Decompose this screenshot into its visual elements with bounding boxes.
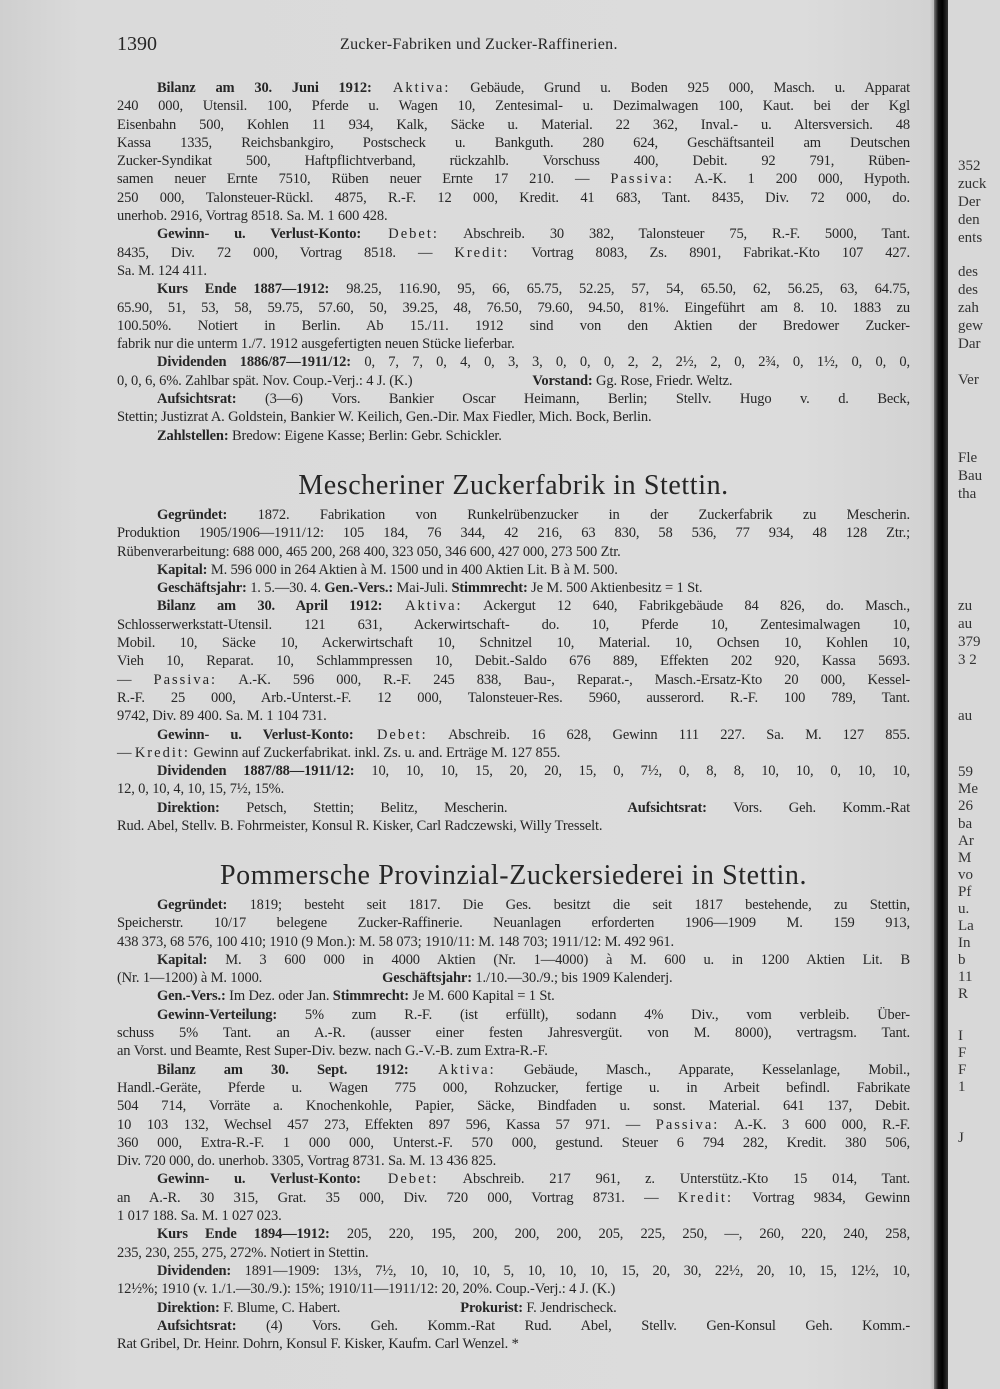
adjacent-page-fragment: Fle [958,450,978,466]
account-side-label: Debet: [360,1171,439,1188]
entry-paragraph [117,1061,910,1171]
field-text: 8435, Div. 72 000, Vortrag 8518. — [117,244,455,261]
adjacent-page-fragment: F [958,1062,967,1078]
adjacent-page-fragment: M [958,850,972,866]
adjacent-page-fragment: au [958,616,973,632]
text-line [117,597,910,615]
field-text: 250 000, Talonsteuer-Rückl. 4875, R.-F. 12 000, Kredit. 41 683, Tant. 8435, Div. 72 000, do. [117,189,910,206]
account-side-label: Kredit: [454,244,510,261]
field-text: Produktion 1905/1906—1911/12: 105 184, 76 344, 42 216, 63 830, 58 536, 77 934, 48 128 Ztr.; [117,525,910,542]
field-text: 438 373, 68 576, 100 410; 1910 (9 Mon.): M. 58 073; 1910/11: M. 148 703; 1911/12: M. 492 961. [117,933,674,950]
adjacent-page-fragment: 3 2 [958,652,977,668]
account-side-label: Kredit: [134,744,190,761]
field-label: Vorstand: [532,372,593,389]
text-line [117,579,910,597]
section-bredower-continuation [117,79,910,445]
field-text: 5% zum R.-F. (ist erfüllt), sodann 4% Div., vom verbleib. Über- [277,1006,910,1023]
text-line [117,896,910,914]
field-label: Kurs Ende 1887—1912: [157,281,330,298]
text-line [117,97,910,115]
entry-paragraph [117,1299,910,1317]
field-label: Bilanz am 30. April 1912: [157,598,383,615]
adjacent-page-fragment: I [958,1028,963,1044]
text-line [117,780,910,798]
adjacent-page-fragment: 379 [958,634,981,650]
field-text: Je M. 500 Aktienbesitz = 1 St. [527,580,703,597]
running-title: Zucker-Fabriken und Zucker-Raffinerien. [340,36,618,53]
field-label: Gen.-Vers.: [157,988,226,1005]
text-line [117,1097,910,1115]
field-text: 0, 7, 7, 0, 4, 0, 3, 3, 0, 0, 0, 2, 2, 2½, 2, 0, 2¾, 0, 1½, 0, 0, 0, [350,354,910,371]
field-label: Gegründet: [157,897,228,913]
field-text: schuss 5% Tant. an A.-R. (ausser einer festen Jahresvergüt. von M. 8000), vertragsm. Tant. [117,1025,910,1042]
adjacent-page-fragment: 352 [958,158,981,174]
text-line [117,408,910,426]
field-text: 100.50%. Notiert in Berlin. Ab 15./11. 1912 sind von den Aktien der Bredower Zucker- [117,317,910,334]
field-text: an Vorst. und Beamte, Rest Super-Div. bezw. nach G.-V.-B. zum Extra-R.-F. [117,1043,548,1060]
field-text: Mai-Juli. [393,580,452,597]
adjacent-page-fragment: ba [958,816,973,832]
field-text: 0, 0, 6, 6%. Zahlbar spät. Nov. Coup.-Verj.: 4 J. (K.) [117,372,413,389]
text-line [117,189,910,207]
text-line [117,726,910,744]
text-line [117,1116,910,1134]
field-label: Gewinn-Verteilung: [157,1006,278,1023]
account-side-label: Passiva: [610,171,674,188]
adjacent-page-fragment: J [958,1130,964,1146]
page-number: 1390 [117,33,157,55]
field-text: 9742, Div. 89 400. Sa. M. 1 104 731. [117,708,327,725]
entry-paragraph [117,579,910,597]
text-line [117,390,910,408]
adjacent-page-fragment: den [958,212,980,228]
text-line [117,1170,910,1188]
text-line [117,987,910,1005]
entry-paragraph [117,762,910,799]
field-text: Ackergut 12 640, Fabrikgebäude 84 826, do. Masch., [462,598,911,615]
field-label: Gegründet: [157,507,228,523]
adjacent-page-fragment: Ver [958,372,979,388]
company-title: Pommersche Provinzial-Zuckersiederei in Stettin. [219,860,808,891]
entry-paragraph [117,987,910,1005]
text-line [117,244,910,262]
entry-paragraph [117,427,910,445]
entry-paragraph [117,597,910,725]
text-line [117,116,910,134]
field-text: Gg. Rose, Friedr. Weltz. [592,372,733,389]
adjacent-page-fragment: F [958,1045,967,1061]
entry-paragraph [117,799,910,836]
text-line [117,1244,910,1262]
text-line [117,506,910,524]
field-label: Zahlstellen: [157,427,229,444]
section-mescheriner-zuckerfabrik [117,506,910,835]
adjacent-page-fragment: zuck [958,176,987,192]
entry-paragraph [117,1225,910,1262]
adjacent-page-fragment: Der [958,194,981,210]
field-text: Abschreib. 30 382, Talonsteuer 75, R.-F. 5000, Tant. [438,226,910,243]
field-text: Gewinn auf Zuckerfabrikat. inkl. Zs. u. and. Erträge M. 127 855. [189,744,561,761]
text-line [117,170,910,188]
adjacent-page-fragment: Me [958,781,978,797]
field-label: Bilanz am 30. Sept. 1912: [157,1061,409,1078]
field-text: M. 3 600 000 in 4000 Aktien (Nr. 1—4000) à M. 600 u. in 1200 Aktien Lit. B [207,951,910,968]
field-label: Bilanz am 30. Juni 1912: [157,80,372,96]
field-text: Kassa 1335, Reichsbankgiro, Postscheck u. Bankguth. 280 624, Geschäftsanteil am Deutschen [117,134,910,151]
adjacent-page-fragment: Pf [958,884,972,900]
text-line [117,1280,910,1298]
text-line [117,134,910,152]
adjacent-page-fragment: au [958,708,973,724]
field-label: Dividenden: [157,1262,232,1279]
entry-paragraph [117,1317,910,1354]
field-text: Vortrag 9834, Gewinn [732,1189,910,1206]
entry-paragraph [117,1262,910,1299]
entry-paragraph [117,561,910,579]
adjacent-page-fragment: 26 [958,798,973,814]
account-side-label: Passiva: [153,671,218,688]
field-text: A.-K. 596 000, R.-F. 245 838, Bau-, Reparat.-, Masch.-Ersatz-Kto 20 000, Kessel- [217,671,910,688]
field-text: Sa. M. 124 411. [117,262,207,279]
text-line [117,427,910,445]
field-text: (Nr. 1—1200) à M. 1000. [117,970,263,987]
field-text: A.-K. 1 200 000, Hypoth. [673,171,910,188]
field-text: Abschreib. 16 628, Gewinn 111 227. Sa. M. 127 855. [427,726,910,743]
entry-paragraph [117,79,910,225]
text-line [117,652,910,670]
text-line [117,969,910,987]
field-text: Div. 720 000, do. unerhob. 3305, Vortrag 8731. Sa. M. 13 436 825. [117,1153,497,1170]
field-text: Rud. Abel, Stellv. B. Fohrmeister, Konsul R. Kisker, Carl Radczewski, Willy Tresselt. [117,818,603,835]
entry-paragraph [117,1006,910,1061]
field-text: — [117,744,135,761]
account-side-label: Debet: [353,726,428,743]
field-text: Eisenbahn 500, Kohlen 11 934, Kalk, Säcke u. Material. 22 362, Inval.- u. Altersversich. 48 [117,116,910,133]
text-line [117,1225,910,1243]
adjacent-page-fragment: gew [958,318,983,334]
field-text: Rat Gribel, Dr. Heinr. Dohrn, Konsul F. Kisker, Kaufm. Carl Wenzel. * [117,1336,519,1353]
field-label: Aufsichtsrat: [627,799,707,816]
field-label: Geschäftsjahr: [157,580,247,597]
field-text: Im Dez. oder Jan. [225,988,333,1005]
adjacent-page-fragment: des [958,264,978,280]
field-label: Gewinn- u. Verlust-Konto: [157,226,362,243]
field-text: 1./10.—30./9.; bis 1909 Kalenderj. [471,970,673,987]
adjacent-page-fragment: Ar [958,833,974,849]
text-line [117,1335,910,1353]
account-side-label: Aktiva: [408,1061,496,1078]
field-label: Stimmrecht: [451,580,528,597]
adjacent-page-fragment: 59 [958,764,973,780]
text-line [117,1024,910,1042]
field-text: 1819; besteht seit 1817. Die Ges. besitzt die seit 1817 bestehende, zu Stettin, [227,897,910,913]
field-text: Zucker-Syndikat 500, Haftpflichtverband, rückzahlb. Vorschuss 400, Debit. 92 791, Rüben- [117,153,910,170]
field-text: an A.-R. 30 315, Grat. 35 000, Div. 720 000, Vortrag 8731. — [117,1189,678,1206]
field-label: Direktion: [157,1299,220,1316]
text-line [117,317,910,335]
field-text: M. 596 000 in 264 Aktien à M. 1500 und in 400 Aktien Lit. B à M. 500. [207,561,618,578]
field-text: 98.25, 116.90, 95, 66, 65.75, 52.25, 57, 54, 65.50, 62, 56.25, 63, 64.75, [329,281,910,298]
adjacent-page-fragment: 11 [958,969,973,985]
text-line [117,1152,910,1170]
field-text: F. Blume, C. Habert. [219,1299,341,1316]
text-line [117,1299,910,1317]
entry-paragraph [117,1170,910,1225]
field-text: fabrik nur die unterm 1./7. 1912 ausgefertigten neuen Stücke lieferbar. [117,336,515,353]
text-line [117,817,910,835]
text-line [117,207,910,225]
text-line [117,280,910,298]
text-line [117,616,910,634]
section-pommersche-provinzial-zuckersiederei [117,896,910,1353]
field-text: 504 714, Vorräte a. Knochenkohle, Papier, Säcke, Bindfaden u. sonst. Material. 641 137, Debit. [117,1098,910,1115]
text-line [117,299,910,317]
text-line [117,671,910,689]
field-text: 240 000, Utensil. 100, Pferde u. Wagen 10, Zentesimal- u. Dezimalwagen 100, Kaut. bei der Kgl [117,98,910,115]
text-line [117,79,910,97]
text-line [117,1189,910,1207]
entry-paragraph [117,951,910,988]
adjacent-page-fragment: b [958,952,966,968]
text-line [117,707,910,725]
field-text: — [117,671,154,688]
text-line [117,262,910,280]
text-line [117,762,910,780]
field-label: Kurs Ende 1894—1912: [157,1226,330,1243]
adjacent-page-fragment: Bau [958,468,983,484]
field-label: Aufsichtsrat: [157,1317,237,1334]
adjacent-page-fragment: tha [958,486,977,502]
company-title: Mescheriner Zuckerfabrik in Stettin. [298,470,729,501]
entry-paragraph [117,390,910,427]
book-gutter [934,0,948,1389]
field-text: 10 103 132, Wechsel 457 273, Effekten 897 596, Kassa 57 971. — [117,1116,656,1133]
account-side-label: Debet: [361,226,439,243]
field-label: Prokurist: [460,1299,523,1316]
text-line [117,524,910,542]
field-text: 1 017 188. Sa. M. 1 027 023. [117,1208,282,1225]
text-line [117,744,910,762]
field-text: Schlosserwerkstatt-Utensil. 121 631, Ackerwirtschaft- do. 10, Pferde 10, Zentesimalwagen 10, [117,616,910,633]
field-text: Mobil. 10, Säcke 10, Ackerwirtschaft 10, Schnitzel 10, Material. 10, Ochsen 10, Kohlen 10, [117,635,910,652]
field-text: 235, 230, 255, 275, 272%. Notiert in Stettin. [117,1244,369,1261]
field-text: Vieh 10, Reparat. 10, Schlammpressen 10, Debit.-Saldo 676 889, Effekten 202 920, Kassa 5693. [117,653,910,670]
entry-paragraph [117,506,910,561]
field-text: 12½%; 1910 (v. 1./1.—30./9.): 15%; 1910/11—1911/12: 20, 20%. Coup.-Verj.: 4 J. (K.) [117,1281,616,1298]
adjacent-page-edge [948,0,1000,1389]
field-label: Aufsichtsrat: [157,391,237,408]
text-line [117,353,910,371]
text-line [117,1042,910,1060]
text-line [117,634,910,652]
text-line [117,335,910,353]
field-text: Bredow: Eigene Kasse; Berlin: Gebr. Schickler. [228,427,502,444]
field-text: 12, 0, 10, 4, 10, 15, 7½, 15%. [117,781,285,798]
account-side-label: Kredit: [677,1189,733,1206]
entry-paragraph [117,225,910,280]
field-text: (4) Vors. Geh. Komm.-Rat Rud. Abel, Stellv. Gen-Konsul Geh. Komm.- [236,1317,910,1334]
adjacent-page-fragment: zah [958,300,979,316]
field-text: 10, 10, 10, 15, 20, 20, 15, 0, 7½, 0, 8, 8, 10, 10, 0, 10, 10, [354,763,910,780]
adjacent-page-fragment: des [958,282,978,298]
text-line [117,1134,910,1152]
field-text: F. Jendrischeck. [522,1299,617,1316]
entry-paragraph [117,726,910,763]
adjacent-page-fragment: u. [958,901,970,917]
adjacent-page-fragment: vo [958,867,973,883]
adjacent-page-fragment: 1 [958,1079,966,1095]
adjacent-page-fragment: In [958,935,971,951]
field-label: Dividenden 1887/88—1911/12: [157,763,355,780]
text-line [117,225,910,243]
field-label: Stimmrecht: [332,988,409,1005]
text-line [117,689,910,707]
field-text: R.-F. 25 000, Arb.-Unterst.-F. 12 000, Talonsteuer-Res. 5960, ausserord. R.-F. 100 789, Tant. [117,689,910,706]
text-line [117,1061,910,1079]
field-text: 65.90, 51, 53, 58, 59.75, 57.60, 50, 39.25, 48, 76.50, 79.60, 94.50, 81%. Eingeführt am 8. 10. 1883 zu [117,299,910,316]
field-text: Petsch, Stettin; Belitz, Mescherin. [219,799,508,816]
text-line [117,914,910,932]
field-text: 1872. Fabrikation von Runkelrübenzucker in der Zuckerfabrik zu Mescherin. [227,507,910,523]
text-line [117,1006,910,1024]
field-label: Kapital: [157,561,208,578]
entry-paragraph [117,280,910,353]
field-label: Kapital: [157,951,208,968]
entry-paragraph [117,896,910,951]
adjacent-page-fragment: ents [958,230,983,246]
text-line [117,561,910,579]
field-text: unerhob. 2916, Vortrag 8518. Sa. M. 1 600 428. [117,208,388,225]
text-line [117,951,910,969]
field-text: A.-K. 3 600 000, R.-F. [719,1116,910,1133]
field-text: Vors. Geh. Komm.-Rat [706,799,910,816]
field-text: Vortrag 8083, Zs. 8901, Fabrikat.-Kto 107 427. [509,244,910,261]
account-side-label: Aktiva: [382,598,463,615]
field-label: Direktion: [157,799,220,816]
text-line [117,933,910,951]
text-line [117,1317,910,1335]
field-label: Dividenden 1886/87—1911/12: [157,354,351,371]
field-label: Gewinn- u. Verlust-Konto: [157,1171,361,1188]
field-text: Je M. 600 Kapital = 1 St. [408,988,555,1005]
text-line [117,543,910,561]
field-text: 1891—1909: 13⅓, 7½, 10, 10, 10, 5, 10, 10, 10, 15, 20, 30, 22½, 20, 10, 15, 12½, 10, [231,1262,910,1279]
text-line [117,1207,910,1225]
field-text: samen neuer Ernte 7510, Rüben neuer Ernte 17 210. — [117,171,611,188]
text-line [117,799,910,817]
text-line [117,152,910,170]
field-text: Speicherstr. 10/17 belegene Zucker-Raffinerie. Neuanlagen erforderten 1906—1909 M. 159 913, [117,915,910,932]
adjacent-page-fragment: zu [958,598,973,614]
adjacent-page-fragment: Dar [958,336,981,352]
field-text: Handl.-Geräte, Pferde u. Wagen 775 000, Rohzucker, fertige u. in Arbeit befindl. Fabrikate [117,1079,910,1096]
field-text: Stettin; Justizrat A. Goldstein, Bankier W. Keilich, Gen.-Dir. Max Fiedler, Mich. Bock, Berlin. [117,409,652,426]
field-label: Gen.-Vers.: [324,580,394,597]
field-text: Gebäude, Masch., Apparate, Kesselanlage, Mobil., [495,1061,910,1078]
adjacent-page-fragment: La [958,918,974,934]
account-side-label: Aktiva: [371,80,451,96]
entry-paragraph [117,353,910,390]
text-line [117,372,910,390]
field-label: Geschäftsjahr: [382,970,472,987]
account-side-label: Passiva: [655,1116,720,1133]
text-line [117,1079,910,1097]
field-text: 1. 5.—30. 4. [246,580,325,597]
field-text: Abschreib. 217 961, z. Unterstütz.-Kto 15 014, Tant. [438,1171,910,1188]
field-text: Rübenverarbeitung: 688 000, 465 200, 268 400, 323 050, 346 600, 427 000, 273 500 Ztr. [117,543,621,560]
field-text: Gebäude, Grund u. Boden 925 000, Masch. u. Apparat [450,80,910,96]
field-text: (3—6) Vors. Bankier Oscar Heimann, Berlin; Stellv. Hugo v. d. Beck, [236,391,910,408]
field-label: Gewinn- u. Verlust-Konto: [157,726,354,743]
field-text: 360 000, Extra-R.-F. 1 000 000, Unterst.-F. 570 000, gestund. Steuer 6 794 282, Kredit. 380 506, [117,1134,910,1151]
adjacent-page-fragment: R [958,986,969,1002]
field-text: 205, 220, 195, 200, 200, 200, 205, 225, 250, —, 260, 220, 240, 258, [329,1226,910,1243]
text-line [117,1262,910,1280]
